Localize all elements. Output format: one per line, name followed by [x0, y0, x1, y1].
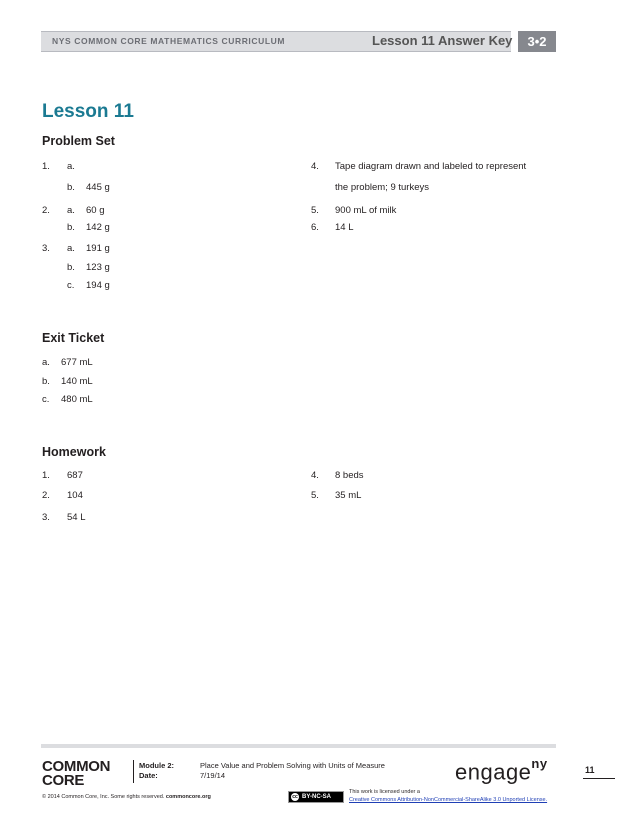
problem-answer: 445 g — [86, 182, 110, 193]
date-value: 7/19/14 — [200, 771, 226, 780]
homework-number: 5. — [311, 490, 319, 501]
problem-answer: 14 L — [335, 222, 354, 233]
problem-answer: 142 g — [86, 222, 110, 233]
problem-letter: b. — [67, 262, 75, 273]
module-value: Place Value and Problem Solving with Units of Measure — [200, 761, 385, 770]
curriculum-label: NYS COMMON CORE MATHEMATICS CURRICULUM — [52, 36, 286, 46]
homework-answer: 687 — [67, 470, 83, 481]
problem-answer: 60 g — [86, 205, 105, 216]
problem-answer: 194 g — [86, 280, 110, 291]
page-number-underline — [583, 778, 615, 779]
problem-answer: the problem; 9 turkeys — [335, 182, 429, 193]
license-link[interactable]: Creative Commons Attribution-NonCommercial-ShareAlike 3.0 Unported License. — [349, 797, 548, 803]
date-label: Date: — [139, 771, 158, 780]
problem-set-heading: Problem Set — [42, 134, 115, 148]
exit-ticket-heading: Exit Ticket — [42, 331, 105, 345]
creative-commons-badge[interactable] — [288, 791, 344, 803]
problem-number: 1. — [42, 161, 50, 172]
logo-line-2: CORE — [42, 772, 85, 789]
problem-number: 4. — [311, 161, 319, 172]
footer-divider — [133, 760, 134, 783]
problem-answer: 191 g — [86, 243, 110, 254]
license-badge-text: BY-NC-SA — [302, 794, 332, 800]
footer-rule — [41, 744, 556, 748]
homework-number: 3. — [42, 512, 50, 523]
problem-letter: a. — [67, 205, 75, 216]
homework-number: 2. — [42, 490, 50, 501]
problem-number: 5. — [311, 205, 319, 216]
problem-letter: b. — [67, 222, 75, 233]
homework-answer: 54 L — [67, 512, 86, 523]
problem-answer: 900 mL of milk — [335, 205, 397, 216]
problem-letter: b. — [67, 182, 75, 193]
module-label: Module 2: — [139, 761, 174, 770]
brand-text: engage — [455, 759, 532, 785]
problem-answer: 123 g — [86, 262, 110, 273]
problem-letter: c. — [67, 280, 75, 291]
homework-number: 1. — [42, 470, 50, 481]
exit-ticket-answer: 140 mL — [61, 376, 93, 387]
engageny-logo — [455, 756, 548, 785]
problem-number: 6. — [311, 222, 319, 233]
exit-ticket-answer: 480 mL — [61, 394, 93, 405]
copyright — [42, 794, 211, 800]
lesson-answer-key-label: Lesson 11 Answer Key — [372, 33, 513, 48]
copyright-text: © 2014 Common Core, Inc. Some rights reserved. — [42, 794, 165, 800]
cc-icon: cc — [292, 794, 298, 800]
homework-answer: 104 — [67, 490, 83, 501]
common-core-logo — [42, 760, 122, 788]
exit-ticket-answer: 677 mL — [61, 357, 93, 368]
logo-line-1: COMMON — [42, 758, 111, 775]
homework-heading: Homework — [42, 445, 106, 459]
homework-number: 4. — [311, 470, 319, 481]
page-title: Lesson 11 — [42, 101, 134, 122]
problem-number: 2. — [42, 205, 50, 216]
exit-ticket-letter: c. — [42, 394, 50, 405]
problem-letter: a. — [67, 161, 75, 172]
homework-answer: 8 beds — [335, 470, 364, 481]
brand-sup: ny — [531, 756, 548, 771]
problem-letter: a. — [67, 243, 75, 254]
homework-answer: 35 mL — [335, 490, 362, 501]
license-text: This work is licensed under a — [349, 789, 420, 795]
exit-ticket-letter: a. — [42, 357, 50, 368]
problem-answer: Tape diagram drawn and labeled to represent — [335, 161, 527, 172]
page-number: 11 — [585, 765, 595, 775]
copyright-site: commoncore.org — [165, 794, 211, 800]
grade-module-badge: 3•2 — [518, 31, 556, 52]
exit-ticket-letter: b. — [42, 376, 50, 387]
problem-number: 3. — [42, 243, 50, 254]
